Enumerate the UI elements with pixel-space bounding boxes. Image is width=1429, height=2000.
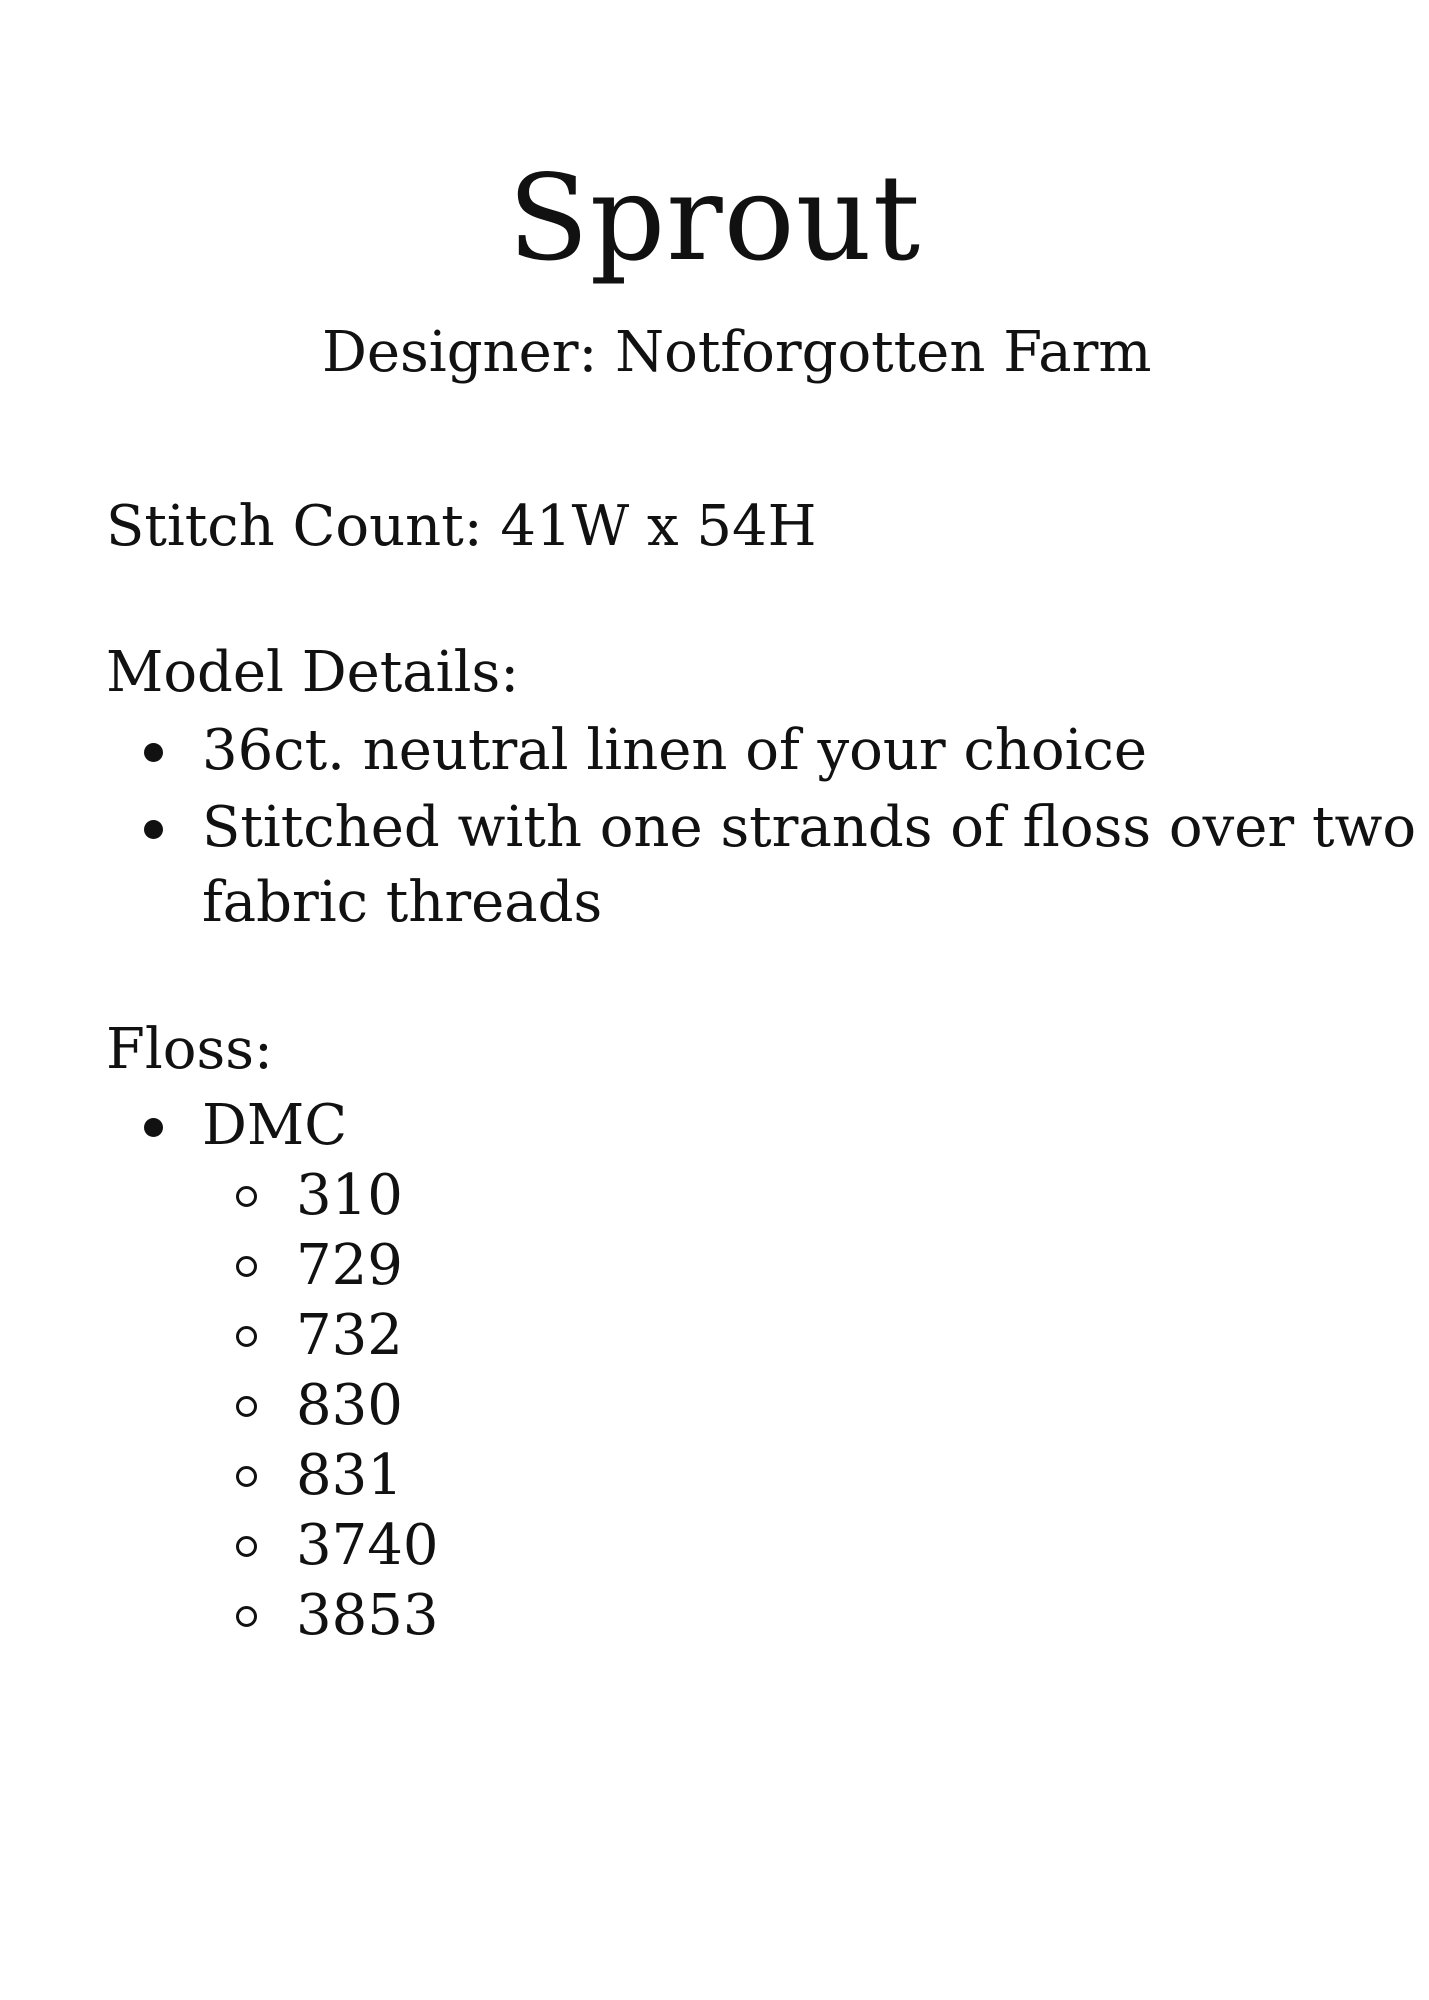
- floss-color-item: 310: [296, 1163, 403, 1228]
- circle-bullet-icon: [236, 1326, 257, 1347]
- floss-color-item: 831: [296, 1443, 403, 1508]
- pattern-title: Sprout: [507, 149, 922, 287]
- model-detail-item: Stitched with one strands of floss over two: [202, 795, 1417, 860]
- circle-bullet-icon: [236, 1466, 257, 1487]
- circle-bullet-icon: [236, 1186, 257, 1207]
- floss-color-item: 3740: [296, 1513, 439, 1578]
- model-detail-item-continued: fabric threads: [202, 870, 603, 935]
- model-details-heading: Model Details:: [106, 640, 520, 705]
- circle-bullet-icon: [236, 1606, 257, 1627]
- stitch-count: Stitch Count: 41W x 54H: [106, 494, 817, 559]
- bullet-icon: [144, 820, 163, 839]
- floss-color-item: 830: [296, 1373, 403, 1438]
- circle-bullet-icon: [236, 1256, 257, 1277]
- floss-color-item: 3853: [296, 1583, 439, 1648]
- circle-bullet-icon: [236, 1396, 257, 1417]
- bullet-icon: [144, 1118, 163, 1137]
- circle-bullet-icon: [236, 1536, 257, 1557]
- floss-color-item: 729: [296, 1233, 403, 1298]
- bullet-icon: [144, 743, 163, 762]
- model-detail-item: 36ct. neutral linen of your choice: [202, 718, 1148, 783]
- designer-line: Designer: Notforgotten Farm: [322, 320, 1152, 385]
- floss-brand: DMC: [202, 1093, 348, 1158]
- floss-heading: Floss:: [106, 1017, 273, 1082]
- floss-color-item: 732: [296, 1303, 403, 1368]
